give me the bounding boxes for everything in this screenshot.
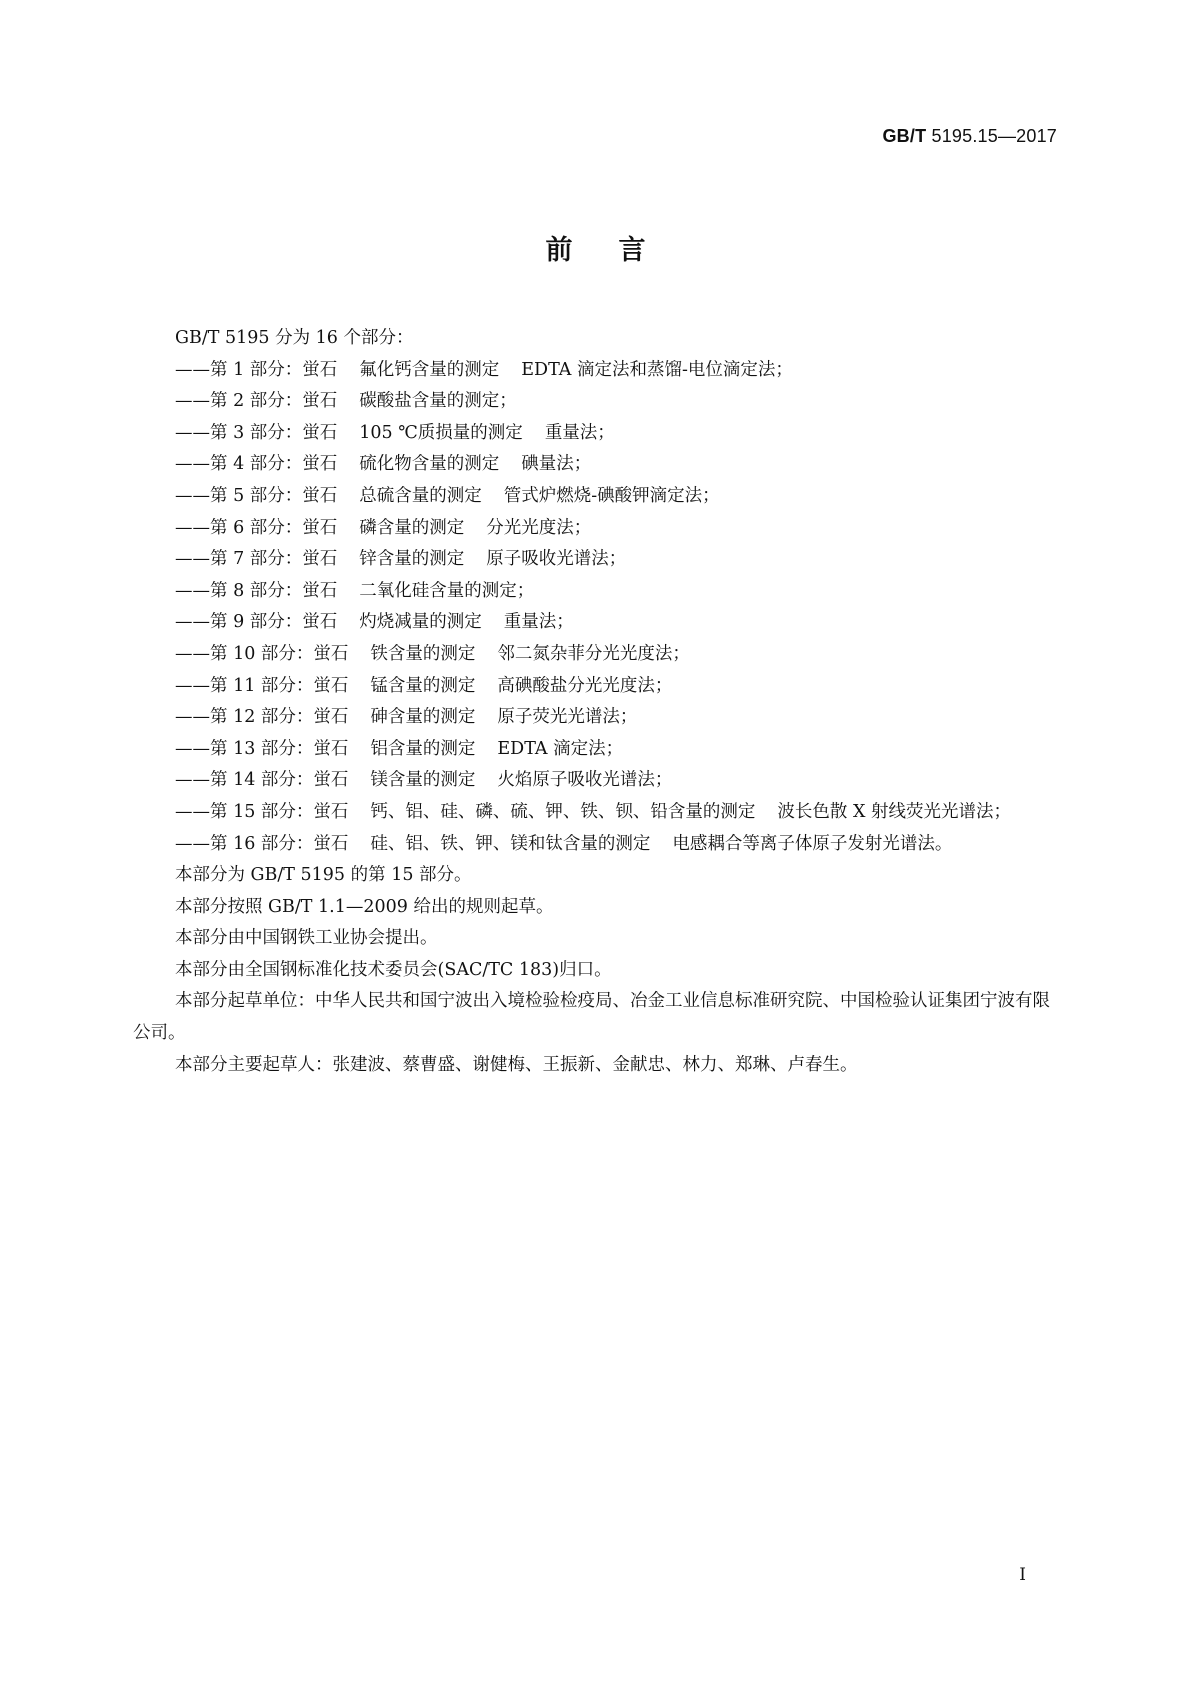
part-subject: 铝含量的测定 xyxy=(370,738,476,759)
part-subject: 灼烧减量的测定 xyxy=(359,612,482,633)
part-prefix: ——第 1 部分：蛍石 xyxy=(175,359,338,380)
part-method: EDTA 滴定法； xyxy=(497,738,624,759)
part-method: 高碘酸盐分光光度法； xyxy=(497,675,673,696)
part-item xyxy=(133,829,1063,861)
part-method: 电感耦合等离子体原子发射光谱法。 xyxy=(672,833,953,854)
part-method: 管式炉燃烧-碘酸钾滴定法； xyxy=(503,485,720,506)
part-method: 原子荧光光谱法； xyxy=(497,707,638,728)
part-subject: 二氧化硅含量的测定； xyxy=(359,580,535,601)
parts-list xyxy=(133,355,1063,861)
page-title: 前言 xyxy=(545,235,692,266)
part-subject: 硫化物含量的测定 xyxy=(359,454,500,475)
part-prefix: ——第 10 部分：蛍石 xyxy=(175,643,349,664)
part-prefix: ——第 2 部分：蛍石 xyxy=(175,391,338,412)
part-prefix: ——第 11 部分：蛍石 xyxy=(175,675,349,696)
part-prefix: ——第 5 部分：蛍石 xyxy=(175,485,338,506)
part-subject: 锰含量的测定 xyxy=(370,675,476,696)
part-prefix: ——第 7 部分：蛍石 xyxy=(175,549,338,570)
standard-code xyxy=(882,126,1057,147)
part-prefix: ——第 8 部分：蛍石 xyxy=(175,580,338,601)
part-item xyxy=(133,607,1063,639)
part-subject: 硅、铝、铁、钾、镁和钛含量的测定 xyxy=(370,833,651,854)
part-prefix: ——第 6 部分：蛍石 xyxy=(175,517,338,538)
part-item xyxy=(133,797,1063,829)
part-subject: 钙、铝、硅、磷、硫、钾、铁、钡、铅含量的测定 xyxy=(370,801,756,822)
intro-line: GB/T 5195 分为 16 个部分： xyxy=(175,328,414,348)
page-number: I xyxy=(1019,1565,1026,1585)
part-method: 火焰原子吸收光谱法； xyxy=(497,770,673,791)
part-item xyxy=(133,355,1063,387)
paragraph: 本部分起草单位：中华人民共和国宁波出入境检验检疫局、冶金工业信息标准研究院、中国检验认证集团宁波有限公司。 xyxy=(133,991,1050,1044)
part-subject: 镁含量的测定 xyxy=(370,770,476,791)
part-subject: 105 ℃质损量的测定 xyxy=(359,422,523,443)
paragraph: 本部分为 GB/T 5195 的第 15 部分。 xyxy=(175,865,472,886)
part-prefix: ——第 16 部分：蛍石 xyxy=(175,833,349,854)
part-subject: 磷含量的测定 xyxy=(359,517,465,538)
part-item xyxy=(133,481,1063,513)
part-prefix: ——第 4 部分：蛍石 xyxy=(175,454,338,475)
part-method: 原子吸收光谱法； xyxy=(486,549,627,570)
part-prefix: ——第 3 部分：蛍石 xyxy=(175,422,338,443)
part-subject: 总硫含量的测定 xyxy=(359,485,482,506)
part-method: 重量法； xyxy=(503,612,574,633)
part-subject: 铁含量的测定 xyxy=(370,643,476,664)
paragraph-list xyxy=(133,860,1063,1081)
part-item xyxy=(133,418,1063,450)
part-item xyxy=(133,386,1063,418)
part-method: EDTA 滴定法和蒸馏-电位滴定法； xyxy=(521,359,793,380)
paragraph: 本部分由全国钢标准化技术委员会(SAC/TC 183)归口。 xyxy=(175,959,612,980)
part-item xyxy=(133,544,1063,576)
part-item xyxy=(133,449,1063,481)
part-item xyxy=(133,671,1063,703)
standard-code-number: 5195.15—2017 xyxy=(926,126,1057,146)
paragraph: 本部分由中国钢铁工业协会提出。 xyxy=(175,928,438,949)
part-method: 碘量法； xyxy=(521,454,592,475)
part-item xyxy=(133,765,1063,797)
part-prefix: ——第 12 部分：蛍石 xyxy=(175,707,349,728)
paragraph: 本部分主要起草人：张建波、蔡曹盛、谢健梅、王振新、金献忠、林力、郑琳、卢春生。 xyxy=(175,1054,858,1075)
part-method: 波长色散 X 射线荧光光谱法； xyxy=(777,801,1011,822)
part-item xyxy=(133,702,1063,734)
part-item xyxy=(133,734,1063,766)
part-method: 邻二氮杂菲分光光度法； xyxy=(497,643,690,664)
part-prefix: ——第 15 部分：蛍石 xyxy=(175,801,349,822)
part-prefix: ——第 14 部分：蛍石 xyxy=(175,770,349,791)
part-subject: 氟化钙含量的测定 xyxy=(359,359,500,380)
part-subject: 砷含量的测定 xyxy=(370,707,476,728)
part-prefix: ——第 13 部分：蛍石 xyxy=(175,738,349,759)
part-item xyxy=(133,513,1063,545)
part-item xyxy=(133,639,1063,671)
part-prefix: ——第 9 部分：蛍石 xyxy=(175,612,338,633)
part-subject: 锌含量的测定 xyxy=(359,549,465,570)
part-subject: 碳酸盐含量的测定； xyxy=(359,391,517,412)
part-method: 重量法； xyxy=(544,422,615,443)
part-item xyxy=(133,576,1063,608)
foreword-body xyxy=(133,323,1063,1081)
standard-code-prefix: GB/T xyxy=(882,126,927,146)
part-method: 分光光度法； xyxy=(486,517,592,538)
paragraph: 本部分按照 GB/T 1.1—2009 给出的规则起草。 xyxy=(175,896,554,917)
